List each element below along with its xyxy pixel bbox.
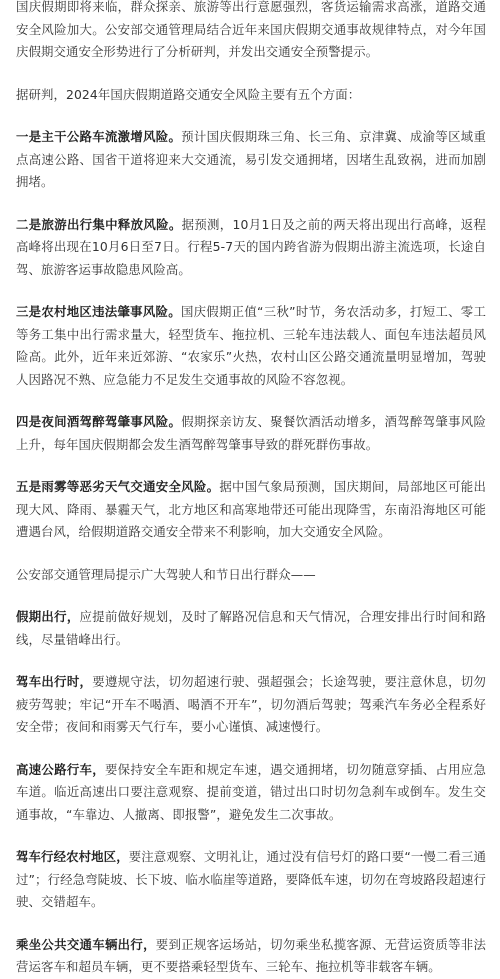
paragraph-text: 要遵规守法，切勿超速行驶、强超强会；长途驾驶，要注意休息，切勿疲劳驾驶；牢记“开车不喝酒、喝酒不开车”，切勿酒后驾驶；驾乘汽车务必全程系好安全带；夜间和雨雾天气行车，要小心谨慎、减速慢行。 [16, 674, 486, 734]
assessment-paragraph [16, 84, 486, 107]
risk-paragraph-1 [16, 126, 486, 194]
tip-paragraph-1 [16, 606, 486, 651]
paragraph-lead: 二是旅游出行集中释放风险。 [16, 216, 182, 232]
tip-paragraph-3 [16, 759, 486, 827]
tip-paragraph-4 [16, 846, 486, 914]
paragraph-lead: 假期出行， [16, 609, 80, 624]
risk-paragraph-5 [16, 476, 486, 544]
paragraph-lead: 三是农村地区违法肇事风险。 [16, 304, 181, 319]
tip-paragraph-5 [16, 934, 486, 979]
paragraph-text: 应提前做好规划，及时了解路况信息和天气情况，合理安排出行时间和路线，尽量错峰出行。 [16, 609, 487, 647]
paragraph-text: 据研判，2024年国庆假期道路交通安全风险主要有五个方面： [16, 86, 361, 102]
paragraph-text: 要保持安全车距和规定车速，遇交通拥堵，切勿随意穿插、占用应急车道。临近高速出口要注意观察、提前变道，错过出口时切勿急刹车或倒车。发生交通事故，“车靠边、人撤离、即报警”，避免发生二次事故。 [16, 761, 487, 822]
paragraph-text: 要注意观察、文明礼让，通过没有信号灯的路口要“一慢二看三通过”；行经急弯陡坡、长下坡、临水临崖等道路，要降低车速，切勿在弯坡路段超速行驶、交错超车。 [16, 849, 486, 909]
paragraph-lead: 四是夜间酒驾醉驾肇事风险。 [16, 414, 182, 429]
paragraph-text: 国庆假期正值“三秋”时节，务农活动多，打短工、零工等务工集中出行需求量大，轻型货车、拖拉机、三轮车违法载人、面包车违法超员风险高。此外，近年来近郊游、“农家乐”火热，农村山区公路交通流量明显增加，驾驶人因路况不熟、应急能力不足发生交通事故的风险不容忽视。 [16, 304, 486, 387]
paragraph-lead: 驾车行经农村地区， [16, 849, 129, 864]
paragraph-text: 国庆假期即将来临，群众探亲、旅游等出行意愿强烈，客货运输需求高涨，道路交通安全风险加大。公安部交通管理局结合近年来国庆假期交通事故规律特点，对今年国庆假期交通安全形势进行了分析研判，并发出交通安全预警提示。 [16, 0, 486, 59]
risk-paragraph-4 [16, 411, 486, 456]
tip-paragraph-2 [16, 671, 486, 739]
paragraph-text: 公安部交通管理局提示广大驾驶人和节日出行群众—— [16, 566, 316, 582]
reminder-intro-paragraph [16, 564, 486, 587]
intro-paragraph [16, 0, 486, 64]
paragraph-text: 预计国庆假期珠三角、长三角、京津冀、成渝等区域重点高速公路、国省干道将迎来大交通流，易引发交通拥堵，因堵生乱致祸，进而加剧拥堵。 [16, 129, 486, 189]
paragraph-text: 据预测，10月1日及之前的两天将出现出行高峰，返程高峰将出现在10月6日至7日。行程5-7天的国内跨省游为假期出游主流选项，长途自驾、旅游客运事故隐患风险高。 [16, 216, 486, 277]
risk-paragraph-2 [16, 214, 486, 282]
paragraph-lead: 高速公路行车， [16, 761, 105, 777]
paragraph-lead: 五是雨雾等恶劣天气交通安全风险。 [16, 479, 220, 494]
paragraph-lead: 驾车出行时， [16, 674, 93, 689]
paragraph-text: 要到正规客运场站，切勿乘坐私揽客源、无营运资质等非法营运客车和超员车辆，更不要搭乘轻型货车、三轮车、拖拉机等非载客车辆。 [16, 936, 486, 974]
paragraph-text: 假期探亲访友、聚餐饮酒活动增多，酒驾醉驾肇事风险上升，每年国庆假期都会发生酒驾醉驾肇事导致的群死群伤事故。 [16, 414, 486, 452]
paragraph-lead: 一是主干公路车流激增风险。 [16, 129, 182, 144]
paragraph-text: 据中国气象局预测，国庆期间，局部地区可能出现大风、降雨、暴霾天气，北方地区和高寒地带还可能出现降雪，东南沿海地区可能遭遇台风，给假期道路交通安全带来不利影响，加大交通安全风险。 [16, 479, 486, 539]
paragraph-lead: 乘坐公共交通车辆出行， [16, 936, 156, 952]
risk-paragraph-3 [16, 301, 486, 391]
